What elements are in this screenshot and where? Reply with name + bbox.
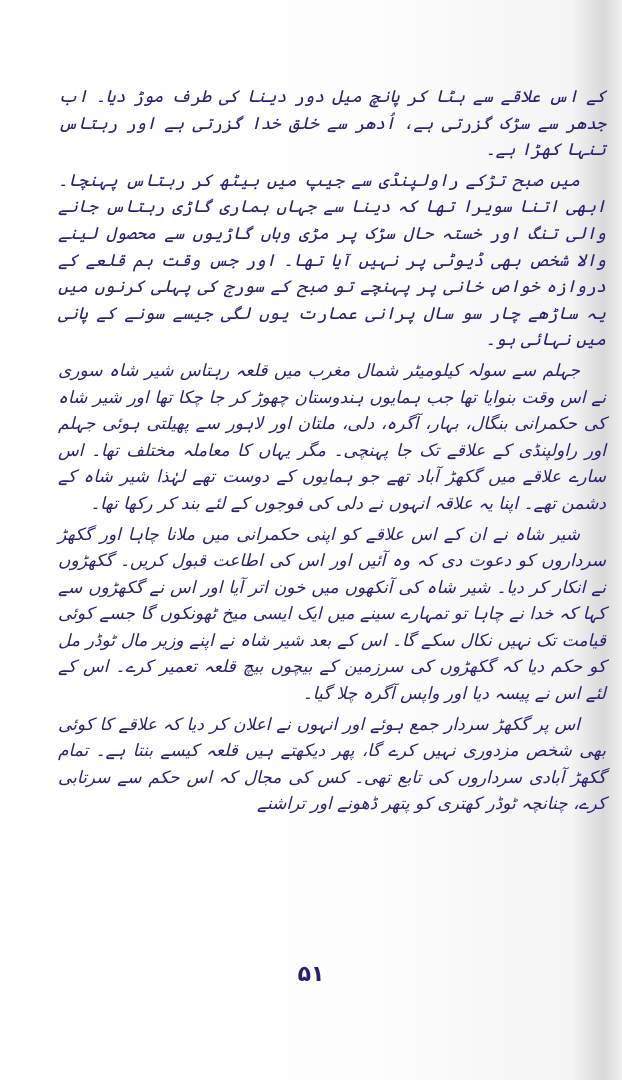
page-number: ۵۱ bbox=[297, 962, 325, 987]
paragraph-4: شیر شاہ نے ان کے اس علاقے کو اپنی حکمرانی میں ملانا چاہا اور گکھڑ سرداروں کو دعوت دی کہ وہ آئیں اور اس کی اطاعت قبول کریں۔ گکھڑوں نے انکار کر دیا۔ شیر شاہ کی آنکھوں میں خون اتر آیا اور اس نے گکھڑوں سے کہا کہ خدا نے چاہا تو تمہارے سینے میں ایک ایسی میخ ٹھونکوں گا جسے کوئی قیامت تک نہیں نکال سکے گا۔ اس کے بعد شیر شاہ نے اپنے وزیر مال ٹوڈر مل کو حکم دیا کہ گکھڑوں کی سرزمین کے بیچوں بیچ قلعہ تعمیر کرے۔ اس کے لئے اس نے پیسہ دیا اور واپس آگرہ چلا گیا۔ bbox=[58, 524, 607, 705]
body-text bbox=[58, 84, 606, 822]
paragraph-1: کے اس علاقے سے ہٹا کر پانچ میل دور دینا کی طرف موڑ دیا۔ اب جدھر سے سڑک گزرتی ہے، اُدھر سے خلق خدا گزرتی ہے اور رہتاس تنہا کھڑا ہے۔ bbox=[58, 87, 606, 161]
paragraph-5: اس پر گکھڑ سردار جمع ہوئے اور انہوں نے اعلان کر دیا کہ علاقے کا کوئی بھی شخص مزدوری نہیں کرے گا، پھر دیکھتے ہیں قلعہ کیسے بنتا ہے۔ تمام گکھڑ آبادی سرداروں کی تابع تھی۔ کس کی مجال کہ اس حکم سے سرتابی کرے، چنانچہ ٹوڈر کھتری کو پتھر ڈھونے اور تراشنے bbox=[58, 714, 606, 815]
paragraph-2: میں صبح تڑکے راولپنڈی سے جیپ میں بیٹھ کر رہتاس پہنچا۔ ابھی اتنا سویرا تھا کہ دینا سے جہاں ہماری گاڑی رہتاس جانے والی تنگ اور خستہ حال سڑک پر مڑی وہاں گاڑیوں سے محصول لینے والا شخص بھی ڈیوٹی پر نہیں آیا تھا۔ اور جس وقت ہم قلعے کے دروازہ خواص خانی پر پہنچے تو صبح کے سورج کی پہلی کرنوں میں یہ ساڑھے چار سو سال پرانی عمارت یوں لگی جیسے سونے کے پانی میں نہائی ہو۔ bbox=[58, 170, 606, 351]
paragraph-3: جہلم سے سولہ کیلومیٹر شمال مغرب میں قلعہ رہتاس شیر شاہ سوری نے اس وقت بنوایا تھا جب ہمایوں ہندوستان چھوڑ کر جا چکا تھا اور شیر شاہ کی حکمرانی بنگال، بہار، آگرہ، دلی، ملتان اور لاہور سے پھیلتی ہوئی جہلم اور راولپنڈی کے علاقے تک جا پہنچی۔ مگر یہاں کا معاملہ مختلف تھا۔ اس سارے علاقے میں گکھڑ آباد تھے جو ہمایوں کے دوست تھے لہٰذا شیر شاہ کے دشمن تھے۔ اپنا یہ علاقہ انہوں نے دلی کی فوجوں کے لئے بند کر رکھا تھا۔ bbox=[58, 360, 606, 514]
